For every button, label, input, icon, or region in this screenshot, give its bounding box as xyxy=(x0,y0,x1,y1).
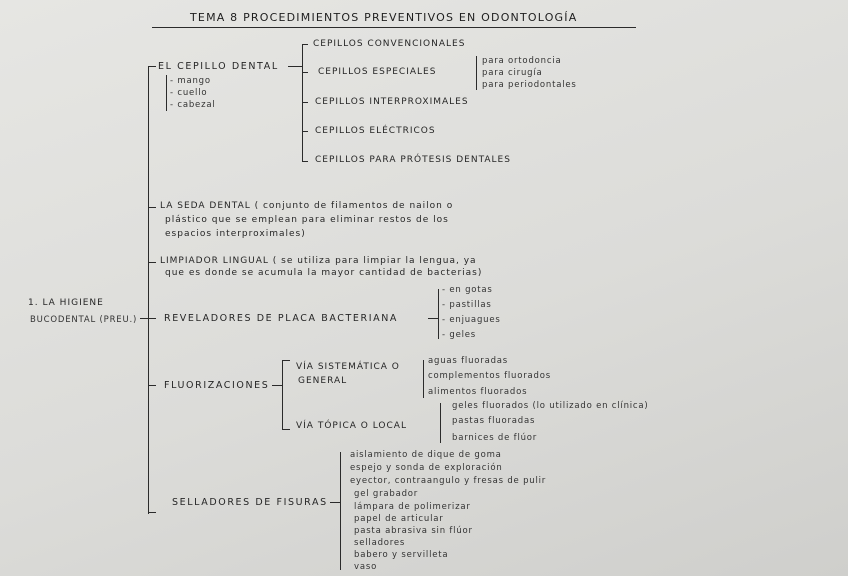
sistematica-line: GENERAL xyxy=(298,376,348,386)
tick-limpiador xyxy=(148,262,156,263)
tick xyxy=(302,44,308,45)
root-topic-line2: BUCODENTAL (PREU.) xyxy=(30,315,138,325)
sellador-item: aislamiento de dique de goma xyxy=(350,450,502,460)
especial-item: para cirugía xyxy=(482,68,543,78)
selladores-label: SELLADORES DE FISURAS xyxy=(172,497,328,508)
root-topic-line1: 1. LA HIGIENE xyxy=(28,298,104,308)
tick xyxy=(302,72,308,73)
sellador-item: gel grabador xyxy=(354,489,419,499)
sistematica-bracket xyxy=(423,360,424,398)
tick-fluor xyxy=(148,385,156,386)
cepillo-part: - cuello xyxy=(170,88,208,98)
limpiador-line: LIMPIADOR LINGUAL ( se utiliza para limpiar la lengua, ya xyxy=(160,256,477,266)
revelador-item: - geles xyxy=(442,330,477,340)
tick xyxy=(282,360,290,361)
sellador-item: pasta abrasiva sin flúor xyxy=(354,526,473,536)
sellador-item: selladores xyxy=(354,538,406,548)
revelador-item: - en gotas xyxy=(442,285,493,295)
especiales-bracket xyxy=(476,56,477,90)
cepillo-type: CEPILLOS ESPECIALES xyxy=(318,67,437,77)
seda-line: espacios interproximales) xyxy=(165,229,306,239)
sellador-item: papel de articular xyxy=(354,514,444,524)
reveladores-bracket xyxy=(438,289,439,339)
topica-label: VÍA TÓPICA O LOCAL xyxy=(296,421,407,431)
sellador-item: babero y servilleta xyxy=(354,550,449,560)
seda-line: plástico que se emplean para eliminar restos de los xyxy=(165,215,449,225)
selladores-bracket xyxy=(340,452,341,570)
revelador-item: - pastillas xyxy=(442,300,492,310)
sistematica-item: aguas fluoradas xyxy=(428,356,509,366)
reveladores-label: REVELADORES DE PLACA BACTERIANA xyxy=(164,313,399,324)
sellador-item: vaso xyxy=(354,562,378,572)
cepillo-connector xyxy=(288,66,302,67)
reveladores-connector xyxy=(428,318,438,319)
revelador-item: - enjuagues xyxy=(442,315,501,325)
topica-item: pastas fluoradas xyxy=(452,416,536,426)
cepillo-type: CEPILLOS INTERPROXIMALES xyxy=(315,97,469,107)
cepillo-part: - cabezal xyxy=(170,100,216,110)
cepillo-parts-bracket xyxy=(166,75,167,111)
tick xyxy=(302,102,308,103)
sistematica-item: alimentos fluorados xyxy=(428,387,528,397)
sellador-item: espejo y sonda de exploración xyxy=(350,463,503,473)
fluor-label: FLUORIZACIONES xyxy=(164,380,270,391)
cepillo-part: - mango xyxy=(170,76,211,86)
tick xyxy=(302,161,308,162)
topica-bracket xyxy=(440,403,441,443)
tick-cepillo xyxy=(148,66,156,67)
fluor-bracket xyxy=(282,360,283,430)
sistematica-item: complementos fluorados xyxy=(428,371,551,381)
sellador-item: lámpara de polimerizar xyxy=(354,502,471,512)
cepillo-type: CEPILLOS PARA PRÓTESIS DENTALES xyxy=(315,155,511,165)
cepillo-label: EL CEPILLO DENTAL xyxy=(158,61,279,72)
especial-item: para ortodoncia xyxy=(482,56,562,66)
title-underline xyxy=(152,27,636,28)
page-title: TEMA 8 PROCEDIMIENTOS PREVENTIVOS EN ODONTOLOGÍA xyxy=(190,11,578,24)
selladores-connector xyxy=(330,502,340,503)
especial-item: para periodontales xyxy=(482,80,577,90)
tick xyxy=(302,131,308,132)
topica-item: geles fluorados (lo utilizado en clínica) xyxy=(452,401,649,411)
root-connector xyxy=(140,318,148,319)
limpiador-line: que es donde se acumula la mayor cantidad de bacterias) xyxy=(165,268,483,278)
tick-seda xyxy=(148,207,156,208)
topica-item: barnices de flúor xyxy=(452,433,538,443)
cepillo-type: CEPILLOS CONVENCIONALES xyxy=(313,39,466,49)
main-bracket xyxy=(148,66,149,514)
tick-selladores xyxy=(148,512,156,513)
sellador-item: eyector, contraangulo y fresas de pulir xyxy=(350,476,547,486)
cepillo-type: CEPILLOS ELÉCTRICOS xyxy=(315,126,436,136)
tick-reveladores xyxy=(148,318,156,319)
seda-line: LA SEDA DENTAL ( conjunto de filamentos de nailon o xyxy=(160,201,454,211)
sistematica-line: VÍA SISTEMÁTICA O xyxy=(296,362,400,372)
fluor-connector xyxy=(272,385,282,386)
tick xyxy=(282,429,290,430)
